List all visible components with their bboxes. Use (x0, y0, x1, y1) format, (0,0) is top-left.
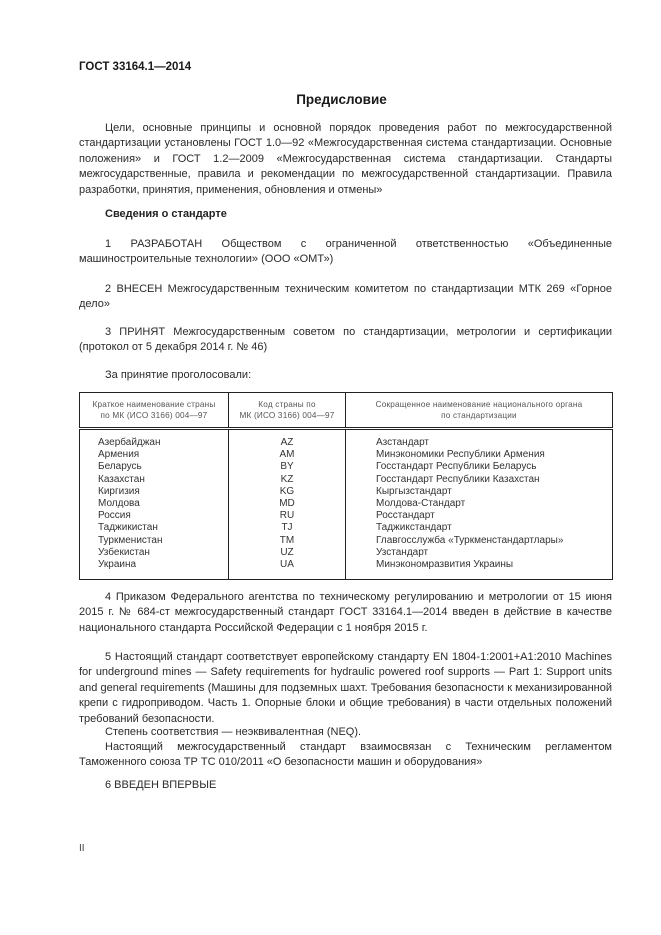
table-row (80, 535, 613, 547)
table-row (80, 429, 613, 450)
standards-body-cell: Госстандарт Республики Беларусь (346, 461, 613, 473)
item-5-related: Настоящий межгосударственный стандарт взаимосвязан с Техническим регламентом Таможенного союза ТР ТС 010/2011 «О безопасности машин и оборудования» (79, 741, 612, 769)
table-header-row (80, 393, 613, 429)
country-cell: Молдова (80, 498, 229, 510)
standards-body-cell: Таджикстандарт (346, 522, 613, 534)
country-cell: Армения (80, 449, 229, 461)
standards-body-cell: Главгосслужба «Туркменстандартлары» (346, 535, 613, 547)
item-1-developed: 1 РАЗРАБОТАН Обществом с ограниченной ответственностью «Объединенные машиностроительные технологии» (ООО «ОМТ») (79, 238, 612, 266)
standards-body-cell: Минэкономразвития Украины (346, 559, 613, 580)
item-5-conformity: 5 Настоящий стандарт соответствует европейскому стандарту EN 1804-1:2001+A1:2010 Machines for underground mines — Safety requirements for hydraulic powered roof supports — Part 1: Support units and general requirements (Машины для подземных шахт. Требования безопасности к механизированной крепи с гидроприводом. Часть 1. Опорные блоки и общие требования) в части отдельных положений требований безопасности. (79, 651, 612, 725)
country-cell: Таджикистан (80, 522, 229, 534)
table-row (80, 486, 613, 498)
country-cell: Азербайджан (80, 429, 229, 450)
code-cell: TM (229, 535, 346, 547)
code-cell: TJ (229, 522, 346, 534)
table-row (80, 474, 613, 486)
country-cell: Узбекистан (80, 547, 229, 559)
item-5-degree: Степень соответствия — неэквивалентная (NEQ). (105, 726, 362, 738)
code-cell: KG (229, 486, 346, 498)
item-4-enacted: 4 Приказом Федерального агентства по техническому регулированию и метрологии от 15 июня 2015 г. № 684-ст межгосударственный стандарт ГОСТ 33164.1—2014 введен в действие в качестве национального стандарта Российской Федерации с 1 ноября 2015 г. (79, 591, 612, 634)
country-cell: Украина (80, 559, 229, 580)
standards-body-cell: Молдова-Стандарт (346, 498, 613, 510)
country-cell: Киргизия (80, 486, 229, 498)
code-cell: UA (229, 559, 346, 580)
table-row (80, 547, 613, 559)
country-cell: Россия (80, 510, 229, 522)
item-6-first-introduced: 6 ВВЕДЕН ВПЕРВЫЕ (105, 779, 217, 791)
table-row (80, 559, 613, 580)
header-code: Код страны по МК (ИСО 3166) 004—97 (229, 393, 346, 429)
voted-label: За принятие проголосовали: (105, 369, 252, 381)
standards-body-cell: Госстандарт Республики Казахстан (346, 474, 613, 486)
country-cell: Туркменистан (80, 535, 229, 547)
code-cell: UZ (229, 547, 346, 559)
header-country: Краткое наименование страны по МК (ИСО 3166) 004—97 (80, 393, 229, 429)
item-2-introduced: 2 ВНЕСЕН Межгосударственным техническим комитетом по стандартизации МТК 269 «Горное дело» (79, 283, 612, 311)
standards-body-cell: Кыргызстандарт (346, 486, 613, 498)
page-number: II (79, 843, 85, 854)
header-body: Сокращенное наименование национального органа по стандартизации (346, 393, 613, 429)
standards-body-cell: Минэкономики Республики Армения (346, 449, 613, 461)
document-id: ГОСТ 33164.1—2014 (79, 61, 192, 73)
country-cell: Казахстан (80, 474, 229, 486)
code-cell: BY (229, 461, 346, 473)
code-cell: RU (229, 510, 346, 522)
item-3-adopted: 3 ПРИНЯТ Межгосударственным советом по стандартизации, метрологии и сертификации (протокол от 5 декабря 2014 г. № 46) (79, 326, 612, 354)
standards-body-cell: Узстандарт (346, 547, 613, 559)
table-body (80, 429, 613, 580)
section-heading: Сведения о стандарте (105, 208, 227, 220)
page-title: Предисловие (296, 92, 387, 107)
code-cell: KZ (229, 474, 346, 486)
country-cell: Беларусь (80, 461, 229, 473)
intro-paragraph: Цели, основные принципы и основной порядок проведения работ по межгосударственной стандартизации установлены ГОСТ 1.0—92 «Межгосударственная система стандартизации. Основные положения» и ГОСТ 1.2—2009 «Межгосударственная система стандартизации. Стандарты межгосударственные, правила и рекомендации по межгосударственной стандартизации. Правила разработки, принятия, применения, обновления и отмены» (79, 122, 612, 196)
code-cell: AZ (229, 429, 346, 450)
table-row (80, 449, 613, 461)
standards-body-cell: Росстандарт (346, 510, 613, 522)
table-row (80, 522, 613, 534)
voting-table (79, 392, 613, 580)
standards-body-cell: Азстандарт (346, 429, 613, 450)
table-row (80, 510, 613, 522)
code-cell: MD (229, 498, 346, 510)
code-cell: AM (229, 449, 346, 461)
table-row (80, 461, 613, 473)
table-row (80, 498, 613, 510)
